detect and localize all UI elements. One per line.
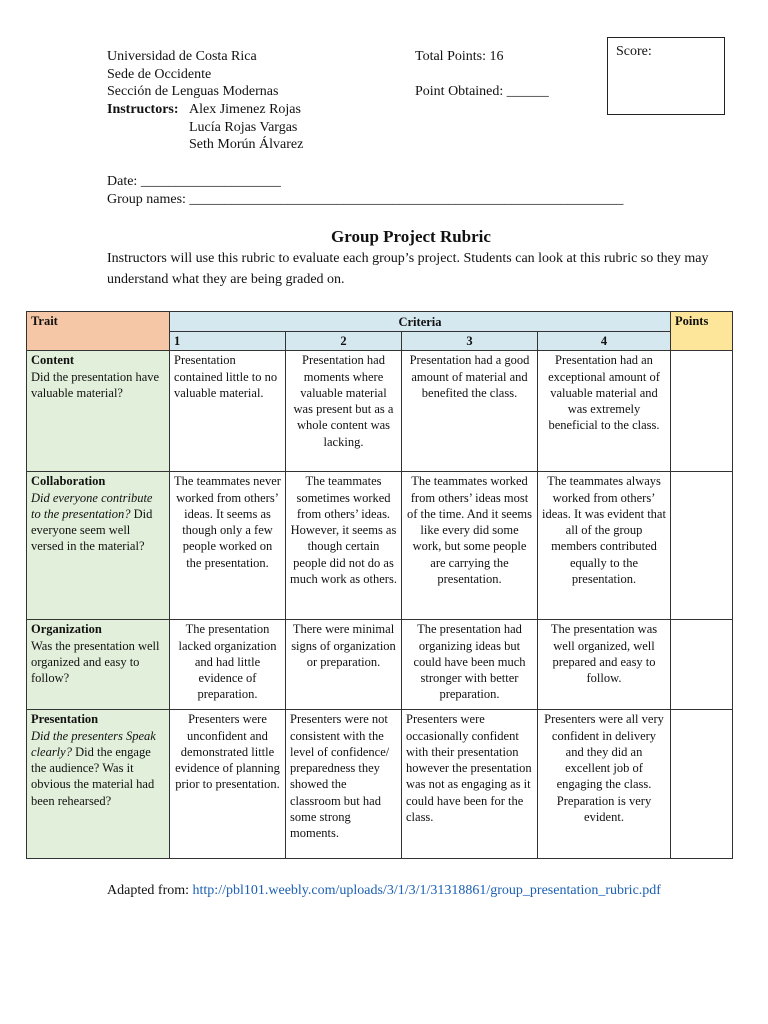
points-cell[interactable] bbox=[671, 351, 733, 472]
trait-question bbox=[31, 490, 165, 555]
points-cell[interactable] bbox=[671, 472, 733, 620]
criteria-cell: The teammates never worked from others’ ideas. It seems as though only a few people worked on the presentation. bbox=[170, 472, 286, 620]
date-field: Date: ____________________ bbox=[107, 174, 281, 189]
criteria-cell: Presenters were occasionally confident with their presentation however the presentation was not as engaging as it could have been for the class. bbox=[402, 710, 538, 859]
trait-name: Organization bbox=[31, 622, 102, 637]
instructor-name: Seth Morún Álvarez bbox=[189, 137, 304, 152]
campus-name: Sede de Occidente bbox=[107, 66, 212, 82]
level-1-header: 1 bbox=[170, 332, 286, 351]
intro-paragraph: Instructors will use this rubric to evaluate each group’s project. Students can look at this rubric so they may understand what they are being graded on. bbox=[107, 251, 709, 287]
instructor-name: Alex Jimenez Rojas bbox=[189, 102, 301, 117]
instructors-list bbox=[189, 101, 303, 154]
trait-question: Was the presentation well organized and easy to follow? bbox=[31, 638, 160, 686]
level-2-header: 2 bbox=[286, 332, 402, 351]
points-obtained: Point Obtained: ______ bbox=[415, 84, 549, 99]
adapted-label: Adapted from: bbox=[107, 883, 190, 898]
table-row bbox=[27, 472, 733, 620]
criteria-cell: Presentation contained little to no valuable material. bbox=[170, 351, 286, 472]
trait-name: Presentation bbox=[31, 712, 99, 727]
criteria-cell: Presenters were not consistent with the level of confidence/ preparedness they showed the classroom but had some strong moments. bbox=[286, 710, 402, 859]
trait-question-italic: Did the presenters Speak clearly? bbox=[31, 728, 156, 759]
source-link[interactable]: http://pbl101.weebly.com/uploads/3/1/3/1/31318861/group_presentation_rubric.pdf bbox=[192, 883, 661, 898]
score-box bbox=[607, 37, 725, 115]
criteria-header: Criteria bbox=[170, 312, 671, 332]
instructor-name: Lucía Rojas Vargas bbox=[189, 119, 298, 135]
criteria-cell: The presentation was well organized, well prepared and easy to follow. bbox=[538, 620, 671, 710]
criteria-cell: Presentation had a good amount of material and benefited the class. bbox=[402, 351, 538, 472]
points-cell[interactable] bbox=[671, 710, 733, 859]
trait-question-text: Did everyone seem well versed in the material? bbox=[31, 506, 153, 554]
department-name: Sección de Lenguas Modernas bbox=[107, 84, 279, 99]
trait-name: Collaboration bbox=[31, 474, 106, 489]
institution-block bbox=[107, 48, 278, 101]
trait-content bbox=[27, 351, 170, 472]
points-header: Points bbox=[671, 312, 733, 351]
points-cell[interactable] bbox=[671, 620, 733, 710]
level-3-header: 3 bbox=[402, 332, 538, 351]
total-points: Total Points: 16 bbox=[415, 49, 504, 64]
criteria-cell: Presentation had moments where valuable material was present but as a whole content was lacking. bbox=[286, 351, 402, 472]
instructors-label: Instructors: bbox=[107, 102, 179, 117]
source-attribution bbox=[107, 883, 661, 899]
score-label: Score: bbox=[616, 44, 652, 59]
university-name: Universidad de Costa Rica bbox=[107, 49, 257, 64]
trait-question bbox=[31, 728, 165, 809]
trait-organization bbox=[27, 620, 170, 710]
level-4-header: 4 bbox=[538, 332, 671, 351]
criteria-cell: The teammates worked from others’ ideas most of the time. And it seems like every did some work, but some people are carrying the presentation. bbox=[402, 472, 538, 620]
criteria-cell: Presenters were unconfident and demonstrated little evidence of planning prior to presentation. bbox=[170, 710, 286, 859]
group-names-field: Group names: ______________________________________________________________ bbox=[107, 192, 624, 207]
trait-header: Trait bbox=[27, 312, 170, 351]
table-row bbox=[27, 351, 733, 472]
criteria-cell: There were minimal signs of organization or preparation. bbox=[286, 620, 402, 710]
criteria-cell: Presenters were all very confident in delivery and they did an excellent job of engaging the class. Preparation is very evident. bbox=[538, 710, 671, 859]
criteria-cell: The presentation had organizing ideas but could have been much stronger with better preparation. bbox=[402, 620, 538, 710]
criteria-cell: The teammates always worked from others’ ideas. It was evident that all of the group members contributed equally to the presentation. bbox=[538, 472, 671, 620]
trait-question: Did the presentation have valuable material? bbox=[31, 369, 160, 400]
trait-collaboration bbox=[27, 472, 170, 620]
trait-name: Content bbox=[31, 353, 75, 368]
table-header-row bbox=[27, 312, 733, 332]
table-row bbox=[27, 710, 733, 859]
criteria-cell: Presentation had an exceptional amount of valuable material and was extremely beneficial to the class. bbox=[538, 351, 671, 472]
table-row bbox=[27, 620, 733, 710]
criteria-cell: The presentation lacked organization and had little evidence of preparation. bbox=[170, 620, 286, 710]
trait-question-text: Did the engage the audience? Was it obvious the material had been rehearsed? bbox=[31, 744, 155, 808]
page-title: Group Project Rubric bbox=[331, 227, 491, 246]
criteria-cell: The teammates sometimes worked from others’ ideas. However, it seems as though certain people did not do as much work as others. bbox=[286, 472, 402, 620]
trait-question-italic: Did everyone contribute to the presentation? bbox=[31, 490, 153, 521]
rubric-table bbox=[26, 311, 733, 859]
trait-presentation bbox=[27, 710, 170, 859]
